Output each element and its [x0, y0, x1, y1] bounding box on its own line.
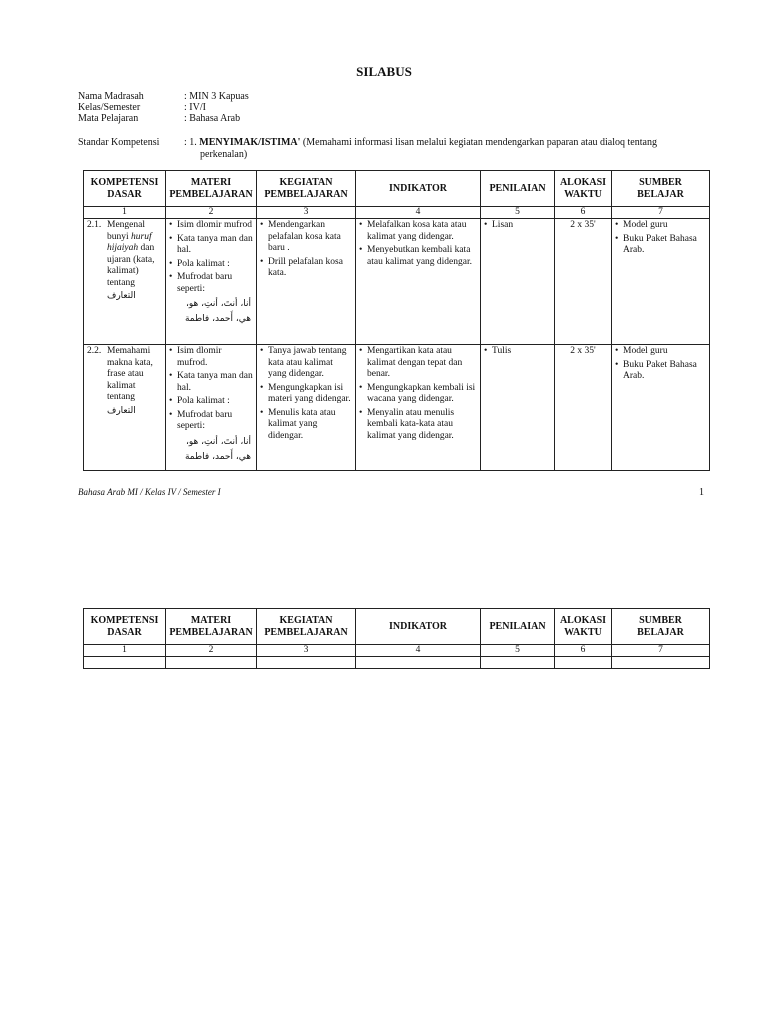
sumber-cell: [612, 219, 710, 345]
page-number: 1: [699, 487, 704, 498]
kd-cell: [84, 345, 166, 471]
list-item: • Pola kalimat :: [169, 396, 253, 408]
list-item: • Mengungkapkan isi materi yang didengar.: [260, 383, 352, 406]
header-materi: MATERI PEMBELAJARAN: [166, 609, 257, 645]
list-item: • Isim dlomir mufrod: [169, 220, 253, 232]
materi-arabic: أنا، أنتَ، أنتِ، هو،: [185, 299, 251, 309]
col-number: 2: [166, 207, 257, 219]
penilaian-cell: [481, 345, 555, 471]
indikator-cell: [356, 345, 481, 471]
meta-value: : Bahasa Arab: [184, 113, 241, 124]
list-item: • Mufrodat baru seperti:: [169, 272, 253, 295]
standar-label: Standar Kompetensi: [78, 137, 160, 148]
col-number: 4: [356, 207, 481, 219]
table-row: [84, 219, 710, 345]
list-item: • Buku Paket Bahasa Arab.: [615, 234, 706, 257]
sumber-cell: [612, 345, 710, 471]
col-number: 7: [612, 645, 710, 657]
number-row: [84, 645, 710, 657]
empty-cell: [257, 657, 356, 669]
materi-arabic: هي، أَحمد، فاطمة: [184, 314, 251, 324]
meta-value: : IV/I: [184, 102, 206, 113]
col-number: 1: [84, 645, 166, 657]
page-footer: [78, 487, 704, 497]
list-item: • Menyalin atau menulis kembali kata-kata atau kalimat yang didengar.: [359, 408, 477, 443]
header-penilaian: PENILAIAN: [481, 171, 555, 207]
kegiatan-cell: [257, 345, 356, 471]
meta-mapel: [78, 113, 240, 124]
list-item: • Model guru: [615, 220, 706, 232]
col-number: 2: [166, 645, 257, 657]
list-item: • Mengartikan kata atau kalimat dengan tepat dan benar.: [359, 346, 477, 381]
empty-cell: [166, 657, 257, 669]
header-row: [84, 171, 710, 207]
kd-text-b: dan ujaran (kata, kalimat) tentang: [107, 243, 155, 288]
materi-arabic: أنا، أنتَ، أنتِ، هو،: [185, 436, 251, 447]
list-item: • Tulis: [484, 346, 551, 358]
list-item: • Menyebutkan kembali kata atau kalimat yang didengar.: [359, 245, 477, 268]
standar-bold: MENYIMAK/ISTIMA': [199, 137, 301, 148]
table-row: [84, 345, 710, 471]
col-number: 4: [356, 645, 481, 657]
header-materi: MATERI PEMBELAJARAN: [166, 171, 257, 207]
header-alokasi: ALOKASI WAKTU: [555, 171, 612, 207]
empty-row: [84, 657, 710, 669]
empty-cell: [84, 657, 166, 669]
header-kompetensi: KOMPETENSI DASAR: [84, 171, 166, 207]
header-indikator: INDIKATOR: [356, 171, 481, 207]
col-number: 3: [257, 207, 356, 219]
syllabus-table-page2: [83, 608, 710, 669]
list-item: • Pola kalimat :: [169, 259, 253, 271]
page-title: SILABUS: [356, 64, 412, 79]
number-row: [84, 207, 710, 219]
meta-kelas: [78, 102, 206, 113]
list-item: • Tanya jawab tentang kata atau kalimat yang didengar.: [260, 346, 352, 381]
empty-cell: [356, 657, 481, 669]
syllabus-table: [83, 170, 710, 471]
standar-prefix: : 1.: [184, 137, 197, 148]
col-number: 6: [555, 207, 612, 219]
list-item: • Mengungkapkan kembali isi wacana yang didengar.: [359, 383, 477, 406]
kd-arabic: التعارف: [107, 405, 136, 416]
indikator-cell: [356, 219, 481, 345]
standar-kompetensi: [78, 137, 698, 161]
list-item: • Drill pelafalan kosa kata.: [260, 257, 352, 280]
kd-italic: huruf hijaiyah: [107, 231, 152, 253]
materi-cell: [166, 345, 257, 471]
list-item: • Mufrodat baru seperti:: [169, 410, 253, 433]
meta-label: Kelas/Semester: [78, 102, 141, 113]
meta-label: Mata Pelajaran: [78, 113, 139, 124]
header-sumber: SUMBER BELAJAR: [612, 609, 710, 645]
materi-arabic: هي، أَحمد، فاطمة: [184, 451, 251, 462]
list-item: • Menulis kata atau kalimat yang didengar.: [260, 408, 352, 443]
kd-cell: [84, 219, 166, 345]
penilaian-cell: [481, 219, 555, 345]
header-kompetensi: KOMPETENSI DASAR: [84, 609, 166, 645]
list-item: • Melafalkan kosa kata atau kalimat yang didengar.: [359, 220, 477, 243]
kegiatan-cell: [257, 219, 356, 345]
list-item: • Mendengarkan pelafalan kosa kata baru .: [260, 220, 352, 255]
header-alokasi: ALOKASI WAKTU: [555, 609, 612, 645]
materi-cell: [166, 219, 257, 345]
empty-cell: [612, 657, 710, 669]
kd-text: Memahami makna kata, frase atau kalimat tentang: [107, 346, 153, 402]
col-number: 1: [84, 207, 166, 219]
list-item: • Isim dlomir mufrod.: [169, 346, 253, 369]
header-row: [84, 609, 710, 645]
list-item: • Buku Paket Bahasa Arab.: [615, 360, 706, 383]
list-item: • Kata tanya man dan hal.: [169, 234, 253, 257]
alokasi-cell: 2 x 35': [555, 219, 612, 345]
header-penilaian: PENILAIAN: [481, 609, 555, 645]
col-number: 5: [481, 645, 555, 657]
header-sumber: SUMBER BELAJAR: [612, 171, 710, 207]
meta-value: : MIN 3 Kapuas: [184, 91, 249, 102]
empty-cell: [481, 657, 555, 669]
kd-number: 2.2.: [87, 346, 102, 356]
header-kegiatan: KEGIATAN PEMBELAJARAN: [257, 171, 356, 207]
col-number: 5: [481, 207, 555, 219]
footer-text: Bahasa Arab MI / Kelas IV / Semester I: [78, 487, 221, 497]
kd-arabic: التعارف: [107, 291, 136, 301]
header-indikator: INDIKATOR: [356, 609, 481, 645]
meta-madrasah: [78, 91, 249, 102]
meta-label: Nama Madrasah: [78, 91, 144, 102]
col-number: 6: [555, 645, 612, 657]
list-item: • Kata tanya man dan hal.: [169, 371, 253, 394]
standar-text: (Memahami informasi lisan melalui kegiatan mendengarkan paparan atau dialoq tentang: [302, 137, 657, 148]
standar-cont: perkenalan): [200, 149, 248, 160]
list-item: • Lisan: [484, 220, 551, 232]
alokasi-cell: 2 x 35': [555, 345, 612, 471]
header-kegiatan: KEGIATAN PEMBELAJARAN: [257, 609, 356, 645]
list-item: • Model guru: [615, 346, 706, 358]
kd-text: Mengenal bunyi: [107, 220, 145, 242]
col-number: 7: [612, 207, 710, 219]
kd-number: 2.1.: [87, 220, 102, 230]
empty-cell: [555, 657, 612, 669]
col-number: 3: [257, 645, 356, 657]
